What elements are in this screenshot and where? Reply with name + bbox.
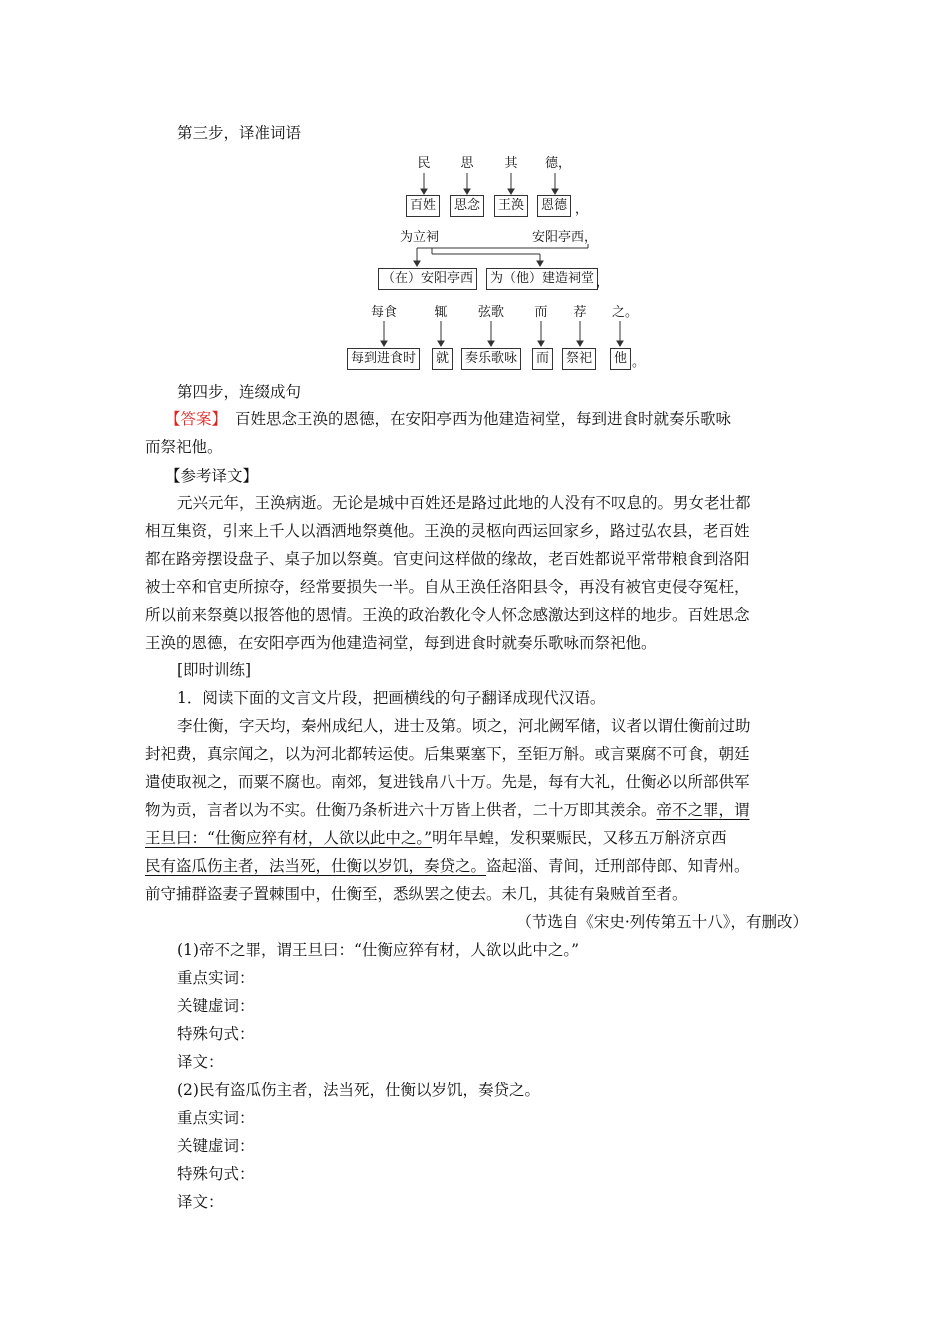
diagram-word: 德，: [545, 156, 572, 171]
field-function-words: 关键虚词：: [177, 1137, 255, 1155]
diagram-word: 弦歌: [477, 305, 504, 320]
diagram-box: 每到进食时: [347, 348, 420, 370]
diagram-word: 为立祠: [400, 230, 440, 245]
passage-text: 物为贡，言者以为不实。仕衡乃条析进六十万皆上供者，二十万即其羡余。: [145, 801, 657, 819]
diagram-word: 安阳亭西，: [532, 230, 598, 245]
diagram-box: 祭祀: [562, 348, 596, 370]
diagram-punct: 。: [632, 355, 646, 370]
underlined-sentence: 王旦曰：“仕衡应猝有材，人欲以此中之。”: [145, 829, 433, 847]
passage-line: 前守捕群盗妻子置棘围中，仕衡至，悉纵罢之使去。未几，其徒有枭贼首至者。: [145, 885, 688, 903]
passage-line: [145, 797, 810, 824]
field-translation: 译文：: [177, 1053, 224, 1071]
diagram-box: （在）安阳亭西: [378, 268, 477, 290]
answer-line-2: 而祭祀他。: [145, 438, 223, 456]
diagram-punct: ，: [596, 275, 610, 290]
diagram-box: 思念: [450, 195, 484, 217]
passage-line: [145, 853, 810, 880]
reference-line: 元兴元年，王涣病逝。无论是城中百姓还是路过此地的人没有不叹息的。男女老壮都: [177, 494, 751, 512]
passage-text: 盗起淄、青间，迁刑部侍郎、知青州。: [486, 857, 750, 875]
passage-line: [145, 825, 810, 852]
sub-question-1: (1)帝不之罪，谓王旦曰：“仕衡应猝有材，人欲以此中之。”: [177, 941, 580, 959]
practice-title: [即时训练]: [177, 661, 252, 679]
reference-line: 王涣的恩德，在安阳亭西为他建造祠堂，每到进食时就奏乐歌咏而祭祀他。: [145, 634, 657, 652]
field-function-words: 关键虚词：: [177, 997, 255, 1015]
diagram-word: 思: [460, 156, 474, 171]
diagram-box: 恩德: [537, 195, 571, 217]
question-1-title: 1．阅读下面的文言文片段，把画横线的句子翻译成现代汉语。: [177, 689, 606, 707]
passage-line: 封祀费，真宗闻之，以为河北都转运使。后集粟塞下，至钜万斛。或言粟腐不可食，朝廷: [145, 745, 750, 763]
answer-line-1: [165, 406, 830, 433]
reference-line: 被士卒和官吏所掠夺，经常要损失一半。自从王涣任洛阳县令，再没有被官吏侵夺冤枉，: [145, 578, 750, 596]
field-key-words: 重点实词：: [177, 1109, 255, 1127]
step3-title: 第三步，译准词语: [177, 124, 302, 142]
diagram-box: 而: [532, 348, 553, 370]
field-translation: 译文：: [177, 1193, 224, 1211]
diagram-box: 他: [610, 348, 631, 370]
diagram-word: 辄: [434, 305, 448, 320]
source-note: （节选自《宋史·列传第五十八》，有删改）: [516, 913, 808, 931]
field-sentence-pattern: 特殊句式：: [177, 1165, 255, 1183]
field-key-words: 重点实词：: [177, 969, 255, 987]
diagram-box: 奏乐歌咏: [461, 348, 521, 370]
underlined-sentence: 民有盗瓜伤主者，法当死，仕衡以岁饥，奏贷之。: [145, 857, 487, 875]
diagram-word: 其: [504, 156, 518, 171]
diagram-box: 王涣: [494, 195, 528, 217]
diagram-word: 之。: [612, 305, 639, 320]
diagram-word: 而: [534, 305, 548, 320]
passage-line: 李仕衡，字天均，秦州成纪人，进士及第。顷之，河北阙军储，议者以谓仕衡前过助: [177, 717, 751, 735]
diagram-punct: ，: [575, 202, 589, 217]
answer-tag: 【答案】: [165, 410, 228, 428]
diagram-word: 荐: [573, 305, 587, 320]
passage-line: 遣使取视之，而粟不腐也。南郊，复进钱帛八十万。先是，每有大礼，仕衡必以所部供军: [145, 773, 750, 791]
reference-line: 相互集资，引来上千人以酒洒地祭奠他。王涣的灵柩向西运回家乡，路过弘农县，老百姓: [145, 522, 750, 540]
reference-line: 所以前来祭奠以报答他的恩情。王涣的政治教化令人怀念感激达到这样的地步。百姓思念: [145, 606, 750, 624]
sub-question-2: (2)民有盗瓜伤主者，法当死，仕衡以岁饥，奏贷之。: [177, 1081, 540, 1099]
underlined-sentence: 帝不之罪，谓: [656, 801, 750, 819]
reference-line: 都在路旁摆设盘子、桌子加以祭奠。官吏问这样做的缘故，老百姓都说平常带粮食到洛阳: [145, 550, 750, 568]
diagram-box: 百姓: [406, 195, 440, 217]
diagram-box: 为（他）建造祠堂: [486, 268, 598, 290]
reference-title: 【参考译文】: [165, 467, 259, 485]
step4-title: 第四步，连缀成句: [177, 383, 302, 401]
field-sentence-pattern: 特殊句式：: [177, 1025, 255, 1043]
diagram-box: 就: [432, 348, 453, 370]
diagram-word: 每食: [370, 305, 397, 320]
diagram-word: 民: [417, 156, 431, 171]
passage-text: 明年旱蝗，发积粟赈民，又移五万斛济京西: [432, 829, 727, 847]
answer-text: 百姓思念王涣的恩德，在安阳亭西为他建造祠堂，每到进食时就奏乐歌咏: [235, 410, 732, 428]
